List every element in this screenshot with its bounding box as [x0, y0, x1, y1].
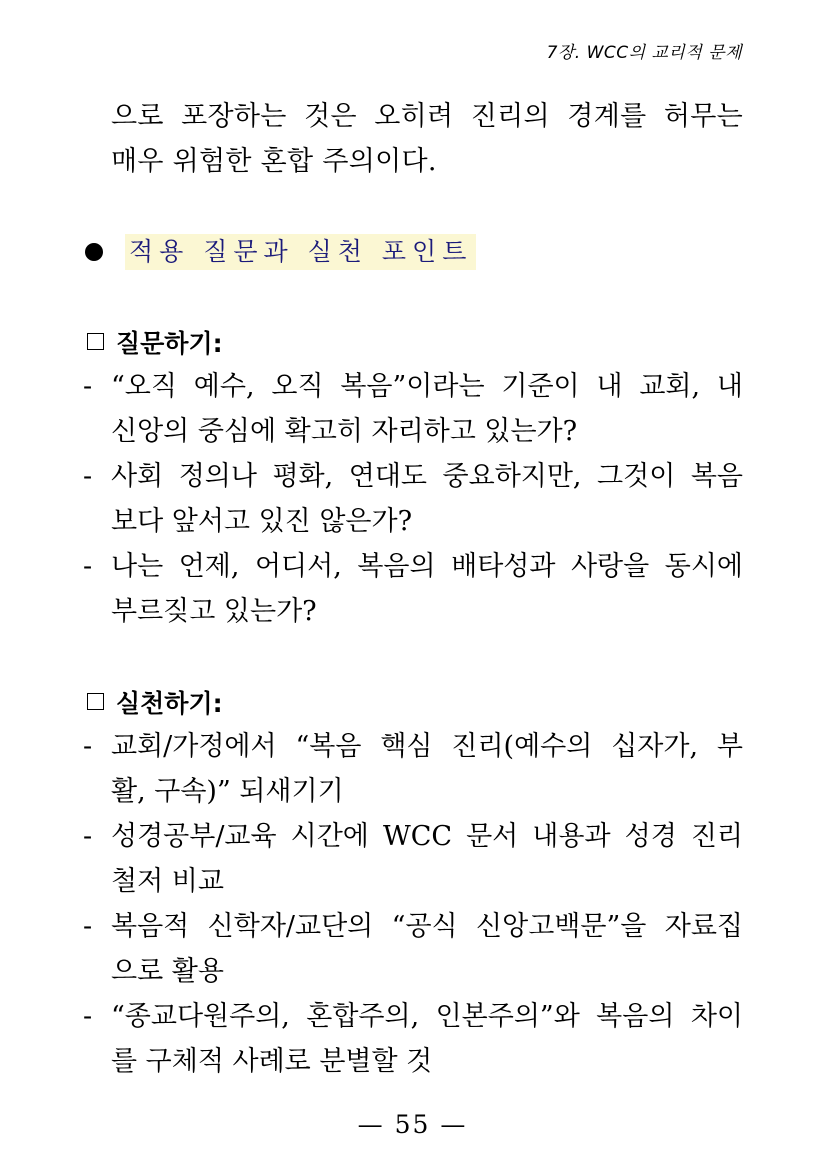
page-number: — 55 —	[357, 1110, 468, 1139]
practice-item	[83, 904, 743, 994]
practice-item	[83, 814, 743, 904]
question-item	[83, 544, 743, 634]
practice-item	[83, 724, 743, 814]
list-item-text: “종교다원주의, 혼합주의, 인본주의”와 복음의 차이	[111, 1001, 743, 1032]
practice-item	[83, 994, 743, 1084]
list-item-continuation: 철저 비교	[111, 866, 224, 897]
dash-marker: -	[83, 821, 93, 852]
section-title-text: 적용 질문과 실천 포인트	[125, 234, 476, 270]
questions-heading	[83, 319, 743, 364]
dash-marker: -	[83, 371, 93, 402]
list-item-text: 복음적 신학자/교단의 “공식 신앙고백문”을 자료집	[111, 911, 743, 942]
list-item-continuation: 를 구체적 사례로 분별할 것	[111, 1046, 433, 1077]
bullet-dot-icon	[85, 243, 103, 261]
checkbox-icon	[87, 693, 104, 710]
dash-marker: -	[83, 1001, 93, 1032]
list-item-continuation: 부르짖고 있는가?	[111, 596, 317, 627]
list-item-continuation: 활, 구속)” 되새기기	[111, 776, 344, 807]
list-item-text: 성경공부/교육 시간에 WCC 문서 내용과 성경 진리	[111, 821, 743, 852]
question-item	[83, 454, 743, 544]
questions-heading-label: 질문하기:	[116, 328, 223, 358]
running-header: 7장. WCC의 교리적 문제	[546, 43, 742, 63]
list-item-continuation: 신앙의 중심에 확고히 자리하고 있는가?	[111, 416, 578, 447]
question-item	[83, 364, 743, 454]
list-item-text: 나는 언제, 어디서, 복음의 배타성과 사랑을 동시에	[111, 551, 743, 582]
practice-heading	[83, 679, 743, 724]
practice-heading-label: 실천하기:	[116, 688, 223, 718]
dash-marker: -	[83, 731, 93, 762]
dash-marker: -	[83, 461, 93, 492]
list-item-text: 사회 정의나 평화, 연대도 중요하지만, 그것이 복음	[111, 461, 743, 492]
intro-line-1: 으로 포장하는 것은 오히려 진리의 경계를 허무는	[111, 101, 743, 132]
page-body	[83, 94, 743, 1084]
list-item-text: 교회/가정에서 “복음 핵심 진리(예수의 십자가, 부	[111, 731, 743, 762]
dash-marker: -	[83, 911, 93, 942]
intro-line-2: 매우 위험한 혼합 주의이다.	[111, 146, 437, 177]
checkbox-icon	[87, 333, 104, 350]
list-item-continuation: 보다 앞서고 있진 않은가?	[111, 506, 413, 537]
list-item-continuation: 으로 활용	[111, 956, 224, 987]
list-item-text: “오직 예수, 오직 복음”이라는 기준이 내 교회, 내	[111, 371, 743, 402]
dash-marker: -	[83, 551, 93, 582]
section-title	[83, 229, 743, 274]
